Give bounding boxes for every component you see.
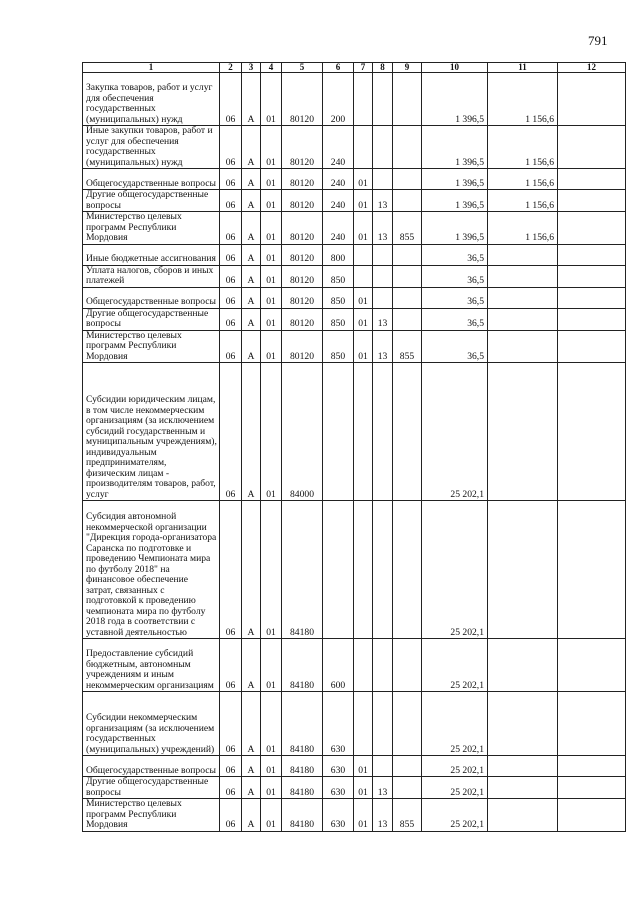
table-cell: 1 396,5 [422, 126, 488, 169]
table-cell: 01 [354, 756, 373, 777]
table-cell: 80120 [282, 73, 323, 126]
table-cell: 36,5 [422, 244, 488, 265]
table-cell [488, 777, 558, 799]
table-cell: А [242, 799, 261, 832]
table-cell: 200 [323, 73, 354, 126]
table-cell: А [242, 73, 261, 126]
table-cell: 80120 [282, 308, 323, 330]
table-row [83, 169, 626, 190]
table-cell [488, 501, 558, 639]
table-cell: 240 [323, 190, 354, 212]
table-cell: 13 [373, 212, 393, 245]
table-cell: 06 [220, 169, 242, 190]
table-cell: 240 [323, 212, 354, 245]
table-cell: 06 [220, 639, 242, 692]
table-cell: 1 396,5 [422, 169, 488, 190]
table-cell [558, 265, 626, 287]
table-cell: А [242, 244, 261, 265]
table-cell [558, 799, 626, 832]
column-header: 7 [354, 63, 373, 73]
table-cell: 01 [354, 308, 373, 330]
table-cell [393, 169, 422, 190]
table-cell [373, 287, 393, 308]
table-cell [373, 265, 393, 287]
table-cell [354, 501, 373, 639]
table-cell: 84180 [282, 692, 323, 756]
row-name-cell: Министерство целевых программ Республики Мордовия [83, 330, 220, 363]
table-row [83, 287, 626, 308]
row-name-cell: Общегосударственные вопросы [83, 169, 220, 190]
table-cell: 01 [261, 169, 282, 190]
table-cell: 13 [373, 190, 393, 212]
row-name-cell: Общегосударственные вопросы [83, 756, 220, 777]
table-cell [488, 265, 558, 287]
row-name-cell: Уплата налогов, сборов и иных платежей [83, 265, 220, 287]
table-cell [558, 287, 626, 308]
table-cell: 25 202,1 [422, 756, 488, 777]
table-cell [558, 73, 626, 126]
table-cell: 06 [220, 756, 242, 777]
table-cell [373, 126, 393, 169]
table-cell: А [242, 501, 261, 639]
table-cell: А [242, 363, 261, 501]
column-header: 3 [242, 63, 261, 73]
table-cell: 84000 [282, 363, 323, 501]
row-name-cell: Иные закупки товаров, работ и услуг для обеспечения государственных (муниципальных) нужд [83, 126, 220, 169]
table-cell: 850 [323, 330, 354, 363]
table-cell: А [242, 308, 261, 330]
table-cell [373, 363, 393, 501]
table-cell [558, 126, 626, 169]
table-cell: 84180 [282, 639, 323, 692]
table-cell: 25 202,1 [422, 363, 488, 501]
table-cell: А [242, 287, 261, 308]
table-cell [393, 501, 422, 639]
table-cell: 01 [261, 73, 282, 126]
table-cell: 01 [261, 126, 282, 169]
table-cell: 1 156,6 [488, 190, 558, 212]
table-cell: 01 [354, 190, 373, 212]
row-name-cell: Другие общегосударственные вопросы [83, 777, 220, 799]
table-cell [323, 501, 354, 639]
row-name-cell: Министерство целевых программ Республики Мордовия [83, 212, 220, 245]
table-cell: 06 [220, 190, 242, 212]
table-cell: 13 [373, 308, 393, 330]
table-cell [488, 308, 558, 330]
table-cell: 80120 [282, 212, 323, 245]
table-cell: 01 [261, 639, 282, 692]
table-cell: А [242, 169, 261, 190]
column-header: 6 [323, 63, 354, 73]
table-cell: 80120 [282, 330, 323, 363]
column-header: 11 [488, 63, 558, 73]
table-cell: 06 [220, 287, 242, 308]
table-cell: 01 [354, 330, 373, 363]
table-cell: 01 [261, 330, 282, 363]
table-cell [323, 363, 354, 501]
table-cell [373, 639, 393, 692]
table-cell [558, 190, 626, 212]
table-cell: 80120 [282, 190, 323, 212]
table-cell: 06 [220, 244, 242, 265]
table-cell: 630 [323, 799, 354, 832]
table-body [83, 73, 626, 832]
table-cell [558, 244, 626, 265]
table-cell: 25 202,1 [422, 692, 488, 756]
table-cell: 36,5 [422, 287, 488, 308]
column-header: 2 [220, 63, 242, 73]
table-cell [354, 639, 373, 692]
table-cell [354, 244, 373, 265]
table-cell: 06 [220, 308, 242, 330]
table-cell [393, 777, 422, 799]
table-cell: 06 [220, 126, 242, 169]
table-cell [558, 777, 626, 799]
table-cell: 36,5 [422, 330, 488, 363]
table-cell: 36,5 [422, 308, 488, 330]
table-cell [373, 244, 393, 265]
table-cell [354, 126, 373, 169]
table-cell [488, 756, 558, 777]
table-cell: 01 [261, 501, 282, 639]
table-cell: 84180 [282, 777, 323, 799]
table-cell [393, 73, 422, 126]
table-cell [354, 73, 373, 126]
table-cell: 1 156,6 [488, 73, 558, 126]
table-cell: 1 156,6 [488, 169, 558, 190]
table-cell: 1 156,6 [488, 212, 558, 245]
table-cell [558, 212, 626, 245]
table-cell: 80120 [282, 265, 323, 287]
table-cell: 850 [323, 308, 354, 330]
column-header: 1 [83, 63, 220, 73]
table-cell: 06 [220, 212, 242, 245]
table-row [83, 308, 626, 330]
table-cell: 80120 [282, 126, 323, 169]
table-cell: 600 [323, 639, 354, 692]
column-header: 10 [422, 63, 488, 73]
table-row [83, 265, 626, 287]
table-cell: 25 202,1 [422, 501, 488, 639]
table-cell: 1 156,6 [488, 126, 558, 169]
table-cell: 01 [354, 287, 373, 308]
table-row [83, 126, 626, 169]
table-cell [393, 287, 422, 308]
table-cell [393, 692, 422, 756]
table-cell: 01 [261, 777, 282, 799]
table-cell: 01 [261, 265, 282, 287]
table-cell: 84180 [282, 501, 323, 639]
row-name-cell: Другие общегосударственные вопросы [83, 190, 220, 212]
table-cell [558, 639, 626, 692]
row-name-cell: Предоставление субсидий бюджетным, автономным учреждениям и иным некоммерческим организациям [83, 639, 220, 692]
table-cell: 06 [220, 692, 242, 756]
table-cell: А [242, 330, 261, 363]
table-cell: 240 [323, 169, 354, 190]
table-row [83, 190, 626, 212]
table-cell [393, 244, 422, 265]
table-cell [488, 330, 558, 363]
column-header: 8 [373, 63, 393, 73]
table-cell [393, 363, 422, 501]
table-cell: 13 [373, 330, 393, 363]
table-cell: 01 [354, 212, 373, 245]
table-row [83, 692, 626, 756]
table-cell: А [242, 265, 261, 287]
table-row [83, 501, 626, 639]
table-cell: 01 [261, 756, 282, 777]
table-cell: 1 396,5 [422, 190, 488, 212]
table-cell [393, 126, 422, 169]
table-cell: А [242, 777, 261, 799]
table-cell: 13 [373, 777, 393, 799]
header-row [83, 63, 626, 73]
table-cell [373, 501, 393, 639]
table-cell: 240 [323, 126, 354, 169]
table-row [83, 212, 626, 245]
column-header: 9 [393, 63, 422, 73]
table-cell [488, 363, 558, 501]
row-name-cell: Иные бюджетные ассигнования [83, 244, 220, 265]
table-cell: 01 [354, 169, 373, 190]
table-cell: 25 202,1 [422, 799, 488, 832]
table-cell: 36,5 [422, 265, 488, 287]
table-cell: А [242, 212, 261, 245]
table-cell [488, 799, 558, 832]
table-cell [558, 169, 626, 190]
table-cell [558, 501, 626, 639]
table-cell: 1 396,5 [422, 212, 488, 245]
table-cell: А [242, 639, 261, 692]
table-cell: 01 [261, 799, 282, 832]
table-cell: 01 [354, 799, 373, 832]
table-row [83, 244, 626, 265]
table-cell: 80120 [282, 287, 323, 308]
table-cell [373, 73, 393, 126]
table-cell: 800 [323, 244, 354, 265]
budget-table [82, 62, 626, 832]
table-cell: 850 [323, 287, 354, 308]
table-row [83, 73, 626, 126]
table-cell: А [242, 190, 261, 212]
table-cell: 84180 [282, 799, 323, 832]
column-header: 5 [282, 63, 323, 73]
table-cell [393, 756, 422, 777]
table-cell: 855 [393, 799, 422, 832]
table-cell: 25 202,1 [422, 639, 488, 692]
row-name-cell: Общегосударственные вопросы [83, 287, 220, 308]
column-header: 4 [261, 63, 282, 73]
row-name-cell: Субсидии некоммерческим организациям (за исключением государственных (муниципальных) учреждений) [83, 692, 220, 756]
table-cell [354, 265, 373, 287]
table-cell: 01 [261, 308, 282, 330]
table-cell [393, 639, 422, 692]
table-cell: 01 [261, 363, 282, 501]
table-cell [558, 756, 626, 777]
table-cell: 01 [261, 190, 282, 212]
table-cell: 80120 [282, 169, 323, 190]
table-cell [488, 692, 558, 756]
table-cell [354, 363, 373, 501]
table-cell [354, 692, 373, 756]
row-name-cell: Субсидии юридическим лицам, в том числе некоммерческим организациям (за исключением субсидий государственным и муниципальным учреждениям), индивидуальным предпринимателям, физическим лицам - производителям товаров, работ, услуг [83, 363, 220, 501]
table-cell [488, 244, 558, 265]
table-cell: 855 [393, 212, 422, 245]
table-cell [393, 265, 422, 287]
table-cell: 01 [261, 212, 282, 245]
table-cell: 850 [323, 265, 354, 287]
table-cell: 06 [220, 73, 242, 126]
table-cell: 25 202,1 [422, 777, 488, 799]
table-cell [373, 692, 393, 756]
table-cell: 01 [261, 692, 282, 756]
table-cell [393, 190, 422, 212]
table-cell: 01 [261, 287, 282, 308]
table-cell: 1 396,5 [422, 73, 488, 126]
table-cell: 630 [323, 692, 354, 756]
table-cell: 84180 [282, 756, 323, 777]
row-name-cell: Другие общегосударственные вопросы [83, 308, 220, 330]
table-row [83, 756, 626, 777]
table-cell [558, 692, 626, 756]
table-cell [373, 169, 393, 190]
table-cell: 855 [393, 330, 422, 363]
table-cell [393, 308, 422, 330]
table-cell: 13 [373, 799, 393, 832]
row-name-cell: Субсидия автономной некоммерческой организации "Дирекция города-организатора Саранска по подготовке и проведению Чемпионата мира по футболу 2018" на финансовое обеспечение затрат, связанных с подготовкой к проведению чемпионата мира по футболу 2018 года в соответствии с уставной деятельностью [83, 501, 220, 639]
table-cell: 80120 [282, 244, 323, 265]
page-number: 791 [588, 33, 608, 48]
table-cell: 01 [261, 244, 282, 265]
table-cell: 06 [220, 799, 242, 832]
table-cell: А [242, 692, 261, 756]
table-cell: 06 [220, 777, 242, 799]
table-cell [558, 363, 626, 501]
table-cell [558, 308, 626, 330]
table-cell: 06 [220, 363, 242, 501]
row-name-cell: Министерство целевых программ Республики Мордовия [83, 799, 220, 832]
table-cell [488, 639, 558, 692]
table-cell: 06 [220, 265, 242, 287]
table-cell: 630 [323, 777, 354, 799]
table-row [83, 330, 626, 363]
column-header: 12 [558, 63, 626, 73]
table-cell [488, 287, 558, 308]
table-cell: 06 [220, 501, 242, 639]
table-cell: А [242, 126, 261, 169]
row-name-cell: Закупка товаров, работ и услуг для обеспечения государственных (муниципальных) нужд [83, 73, 220, 126]
table-cell: 630 [323, 756, 354, 777]
table-row [83, 799, 626, 832]
table-cell: 01 [354, 777, 373, 799]
table-row [83, 363, 626, 501]
table-cell: А [242, 756, 261, 777]
table-cell: 06 [220, 330, 242, 363]
table-cell [558, 330, 626, 363]
table-row [83, 639, 626, 692]
table-row [83, 777, 626, 799]
table-cell [373, 756, 393, 777]
